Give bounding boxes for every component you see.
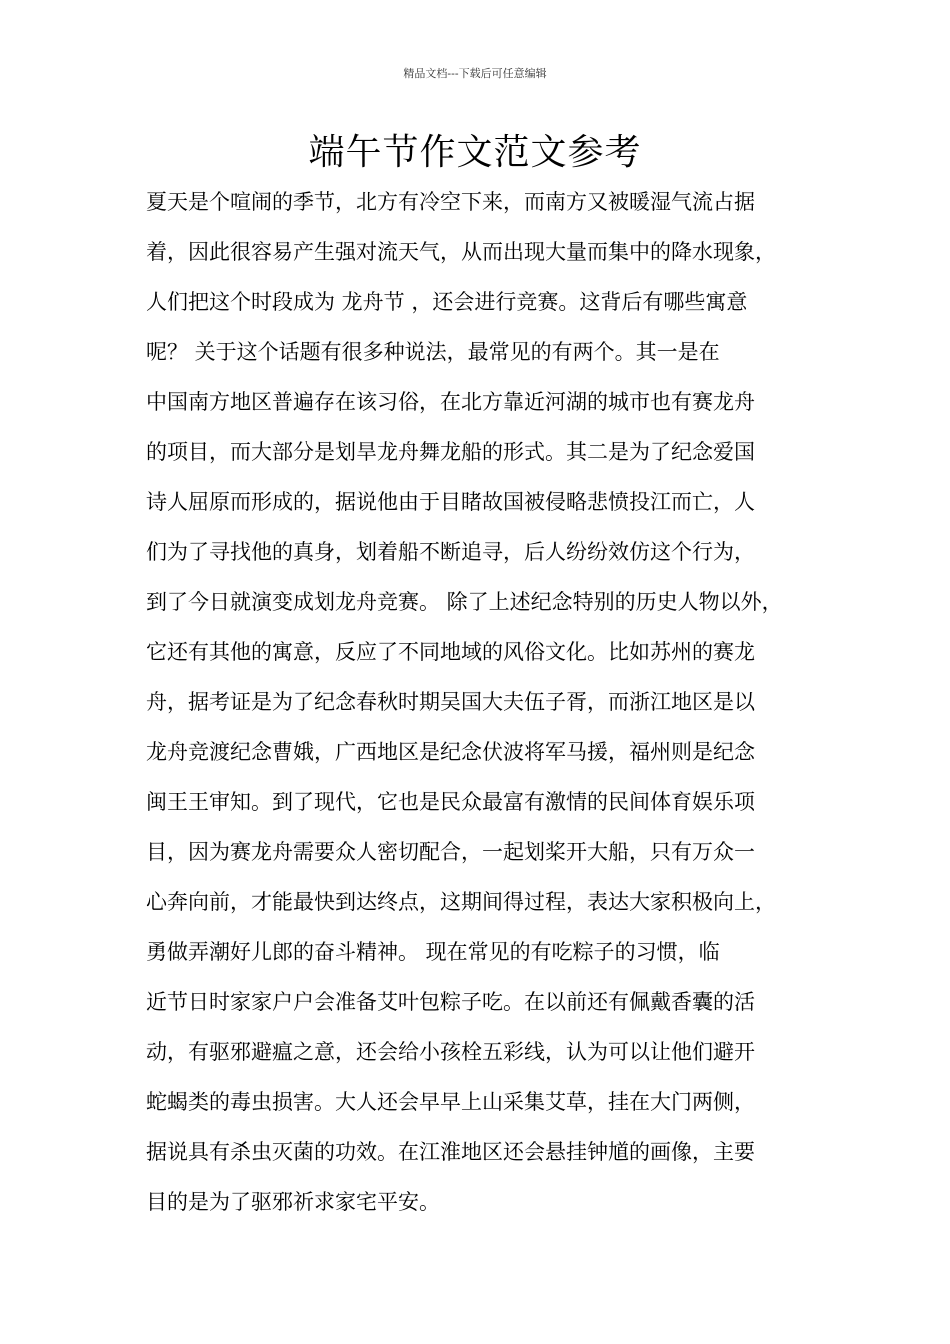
body-line: 们为了寻找他的真身，划着船不断追寻，后人纷纷效仿这个行为， — [146, 540, 755, 564]
body-line: 它还有其他的寓意，反应了不同地域的风俗文化。比如苏州的赛龙 — [146, 640, 755, 664]
body-line: 心奔向前，才能最快到达终点，这期间得过程，表达大家积极向上， — [146, 890, 776, 914]
document-title: 端午节作文范文参考 — [308, 132, 642, 173]
body-line: 近节日时家家户户会准备艾叶包粽子吃。在以前还有佩戴香囊的活 — [146, 990, 755, 1014]
page-header-note: 精品文档---下载后可任意编辑 — [403, 67, 547, 80]
body-line: 目，因为赛龙舟需要众人密切配合，一起划桨开大船，只有万众一 — [146, 840, 755, 864]
body-line: 着，因此很容易产生强对流天气，从而出现大量而集中的降水现象， — [146, 240, 776, 264]
document-body — [146, 177, 826, 1227]
body-line: 闽王王审知。到了现代，它也是民众最富有激情的民间体育娱乐项 — [146, 790, 755, 814]
body-line: 中国南方地区普遍存在该习俗，在北方靠近河湖的城市也有赛龙舟 — [146, 390, 755, 414]
body-line: 夏天是个喧闹的季节，北方有冷空下来，而南方又被暖湿气流占据 — [146, 190, 755, 214]
body-line: 据说具有杀虫灭菌的功效。在江淮地区还会悬挂钟馗的画像，主要 — [146, 1140, 755, 1164]
body-line: 动，有驱邪避瘟之意，还会给小孩栓五彩线，认为可以让他们避开 — [146, 1040, 755, 1064]
body-line: 呢？ 关于这个话题有很多种说法，最常见的有两个。其一是在 — [146, 340, 720, 364]
body-line: 龙舟竞渡纪念曹娥，广西地区是纪念伏波将军马援，福州则是纪念 — [146, 740, 755, 764]
body-line: 的项目，而大部分是划旱龙舟舞龙船的形式。其二是为了纪念爱国 — [146, 440, 755, 464]
body-line: 目的是为了驱邪祈求家宅平安。 — [146, 1190, 440, 1214]
body-line: 人们把这个时段成为 龙舟节 ，还会进行竞赛。这背后有哪些寓意 — [146, 290, 748, 314]
body-line: 诗人屈原而形成的，据说他由于目睹故国被侵略悲愤投江而亡，人 — [146, 490, 755, 514]
body-line: 蛇蝎类的毒虫损害。大人还会早早上山采集艾草，挂在大门两侧， — [146, 1090, 755, 1114]
body-line: 到了今日就演变成划龙舟竞赛。 除了上述纪念特别的历史人物以外， — [146, 590, 783, 614]
body-line: 勇做弄潮好儿郎的奋斗精神。 现在常见的有吃粽子的习惯，临 — [146, 940, 720, 964]
body-line: 舟，据考证是为了纪念春秋时期吴国大夫伍子胥，而浙江地区是以 — [146, 690, 755, 714]
